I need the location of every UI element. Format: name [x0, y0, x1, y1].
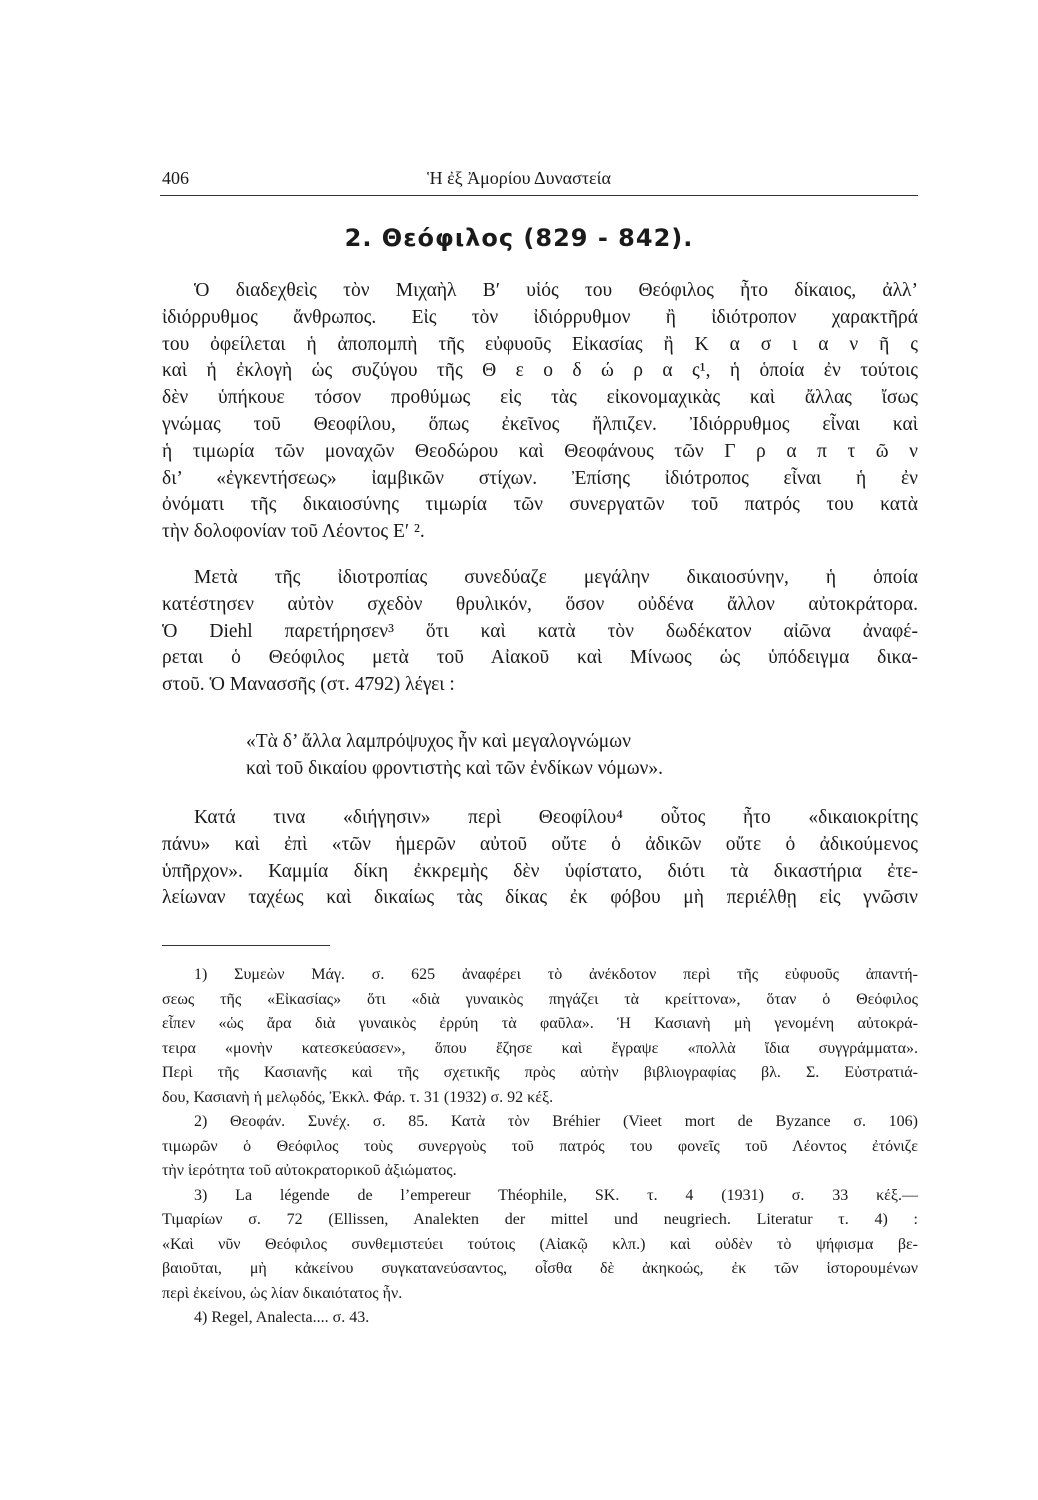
footnote-line: 4) Regel, Analecta.... σ. 43.: [194, 1309, 370, 1326]
text-line: καὶ ἡ ἐκλογὴ ὡς συζύγου τῆς Θ ε ο δ ώ ρ α ς¹, ἡ ὁποία ἐν τούτοις: [162, 360, 918, 382]
text-line: δὲν ὑπήκουε τόσον προθύμως εἰς τὰς εἰκονομαχικὰς καὶ ἄλλας ἴσως: [162, 387, 918, 409]
text-line: Ὁ Diehl παρετήρησεν³ ὅτι καὶ κατὰ τὸν δωδέκατον αἰῶνα ἀναφέ-: [162, 620, 918, 642]
footnote-line: τιμωρῶν ὁ Θεόφιλος τοὺς συνεργοὺς τοῦ πατρός του φονεῖς τοῦ Λέοντος ἐτόνιζε: [162, 1137, 918, 1155]
text-line: κατέστησεν αὐτὸν σχεδὸν θρυλικόν, ὅσον οὐδένα ἄλλον αὐτοκράτορα.: [162, 593, 918, 615]
page-number: 406: [162, 168, 189, 188]
footnotes: [162, 963, 918, 1331]
text-line: γνώμας τοῦ Θεοφίλου, ὅπως ἐκεῖνος ἤλπιζεν. Ἰδιόρρυθμος εἶναι καὶ: [162, 413, 918, 435]
text-line: ρεται ὁ Θεόφιλος μετὰ τοῦ Αἰακοῦ καὶ Μίνωος ὡς ὑπόδειγμα δικα-: [162, 647, 918, 669]
text-line: τὴν δολοφονίαν τοῦ Λέοντος Ε′ ².: [162, 521, 425, 543]
text-line: ὑπῆρχον». Καμμία δίκη ἐκκρεμὴς δὲν ὑφίστατο, διότι τὰ δικαστήρια ἐτε-: [162, 860, 918, 882]
paragraph-1: [162, 278, 918, 546]
footnote-line: βαιοῦται, μὴ κἀκείνου συγκατανεύσαντος, οἶσθα δὲ ἀκηκοώς, ἐκ τῶν ἱστορουμένων: [162, 1260, 918, 1277]
footnote-line: 2) Θεοφάν. Συνέχ. σ. 85. Κατὰ τὸν Bréhier (Vieet mort de Byzance σ. 106): [194, 1113, 918, 1130]
text-line: ἰδιόρρυθμος ἄνθρωπος. Εἰς τὸν ἰδιόρρυθμον ἢ ἰδιότροπον χαρακτῆρά: [162, 306, 918, 328]
footnote-line: τειρα «μονὴν κατεσκεύασεν», ὅπου ἔζησε καὶ ἔγραψε «πολλὰ ἴδια συγγράμματα».: [162, 1039, 918, 1057]
section-title: 2. Θεόφιλος (829 - 842).: [344, 224, 694, 252]
text-line: ὀνόματι τῆς δικαιοσύνης τιμωρία τῶν συνεργατῶν τοῦ πατρός του κατὰ: [162, 494, 918, 516]
footnote-line: 3) La légende de l’empereur Théophile, SK. τ. 4 (1931) σ. 33 κέξ.—: [194, 1186, 918, 1204]
text-line: ἡ τιμωρία τῶν μοναχῶν Θεοδώρου καὶ Θεοφάνους τῶν Γ ρ α π τ ῶ ν: [162, 440, 918, 462]
text-line: στοῦ. Ὁ Μανασσῆς (στ. 4792) λέγει :: [162, 674, 455, 696]
footnote-line: Τιμαρίων σ. 72 (Ellissen, Analekten der mittel und neugriech. Literatur τ. 4) :: [162, 1211, 918, 1228]
text-line: Κατά τινα «διήγησιν» περὶ Θεοφίλου⁴ οὗτος ἦτο «δικαιοκρίτης: [194, 807, 918, 828]
footnote-line: τὴν ἱερότητα τοῦ αὐτοκρατορικοῦ ἀξιώματος.: [162, 1162, 457, 1179]
running-title: Ἡ ἐξ Ἀμορίου Δυναστεία: [427, 168, 611, 188]
footnote-line: περὶ ἐκείνου, ὡς λίαν δικαιότατος ἦν.: [162, 1284, 403, 1302]
footnote-line: Περὶ τῆς Κασιανῆς καὶ τῆς σχετικῆς πρὸς αὐτὴν βιβλιογραφίας βλ. Σ. Εὐστρατιά-: [162, 1064, 918, 1081]
footnote-separator: [162, 945, 330, 946]
text-line: του ὀφείλεται ἡ ἀποπομπὴ τῆς εὐφυοῦς Εἰκασίας ἢ Κ α σ ι α ν ῆ ς: [162, 333, 918, 355]
text-line: Ὁ διαδεχθεὶς τὸν Μιχαὴλ Β′ υἱός του Θεόφιλος ἦτο δίκαιος, ἀλλ’: [194, 280, 918, 301]
header-rule: [160, 195, 918, 196]
verse-quote: [162, 729, 918, 783]
text-line: δι’ «ἐγκεντήσεως» ἰαμβικῶν στίχων. Ἐπίσης ἰδιότροπος εἶναι ἡ ἐν: [162, 467, 918, 489]
footnote-line: δου, Κασιανὴ ἡ μελῳδός, Ἐκκλ. Φάρ. τ. 31 (1932) σ. 92 κέξ.: [162, 1088, 554, 1106]
text-line: λείωναν ταχέως καὶ δικαίως τὰς δίκας ἐκ φόβου μὴ περιέλθῃ εἰς γνῶσιν: [162, 887, 918, 909]
verse-line: καὶ τοῦ δικαίου φροντιστὴς καὶ τῶν ἐνδίκων νόμων».: [246, 757, 663, 779]
footnote-line: «Καὶ νῦν Θεόφιλος συνθεμιστεύει τούτοις (Αἰακῷ κλπ.) καὶ οὐδὲν τὸ ψήφισμα βε-: [162, 1235, 918, 1253]
footnote-line: 1) Συμεὼν Μάγ. σ. 625 ἀναφέρει τὸ ἀνέκδοτον περὶ τῆς εὐφυοῦς ἀπαντή-: [194, 966, 918, 983]
paragraph-3: [162, 805, 918, 912]
text-line: Μετὰ τῆς ἰδιοτροπίας συνεδύαζε μεγάλην δικαιοσύνην, ἡ ὁποία: [194, 567, 918, 588]
verse-line: «Τὰ δ’ ἄλλα λαμπρόψυχος ἦν καὶ μεγαλογνώμων: [246, 731, 631, 752]
footnote-line: σεως τῆς «Εἰκασίας» ὅτι «διὰ γυναικὸς πηγάζει τὰ κρείττονα», ὅταν ὁ Θεόφιλος: [162, 990, 918, 1008]
footnote-line: εἶπεν «ὡς ἄρα διὰ γυναικὸς ἐρρύη τὰ φαῦλα». Ἡ Κασιανὴ μὴ γενομένη αὐτοκρά-: [162, 1015, 918, 1032]
text-line: πάνυ» καὶ ἐπὶ «τῶν ἡμερῶν αὐτοῦ οὔτε ὁ ἀδικῶν οὔτε ὁ ἀδικούμενος: [162, 833, 918, 855]
paragraph-2: [162, 565, 918, 699]
